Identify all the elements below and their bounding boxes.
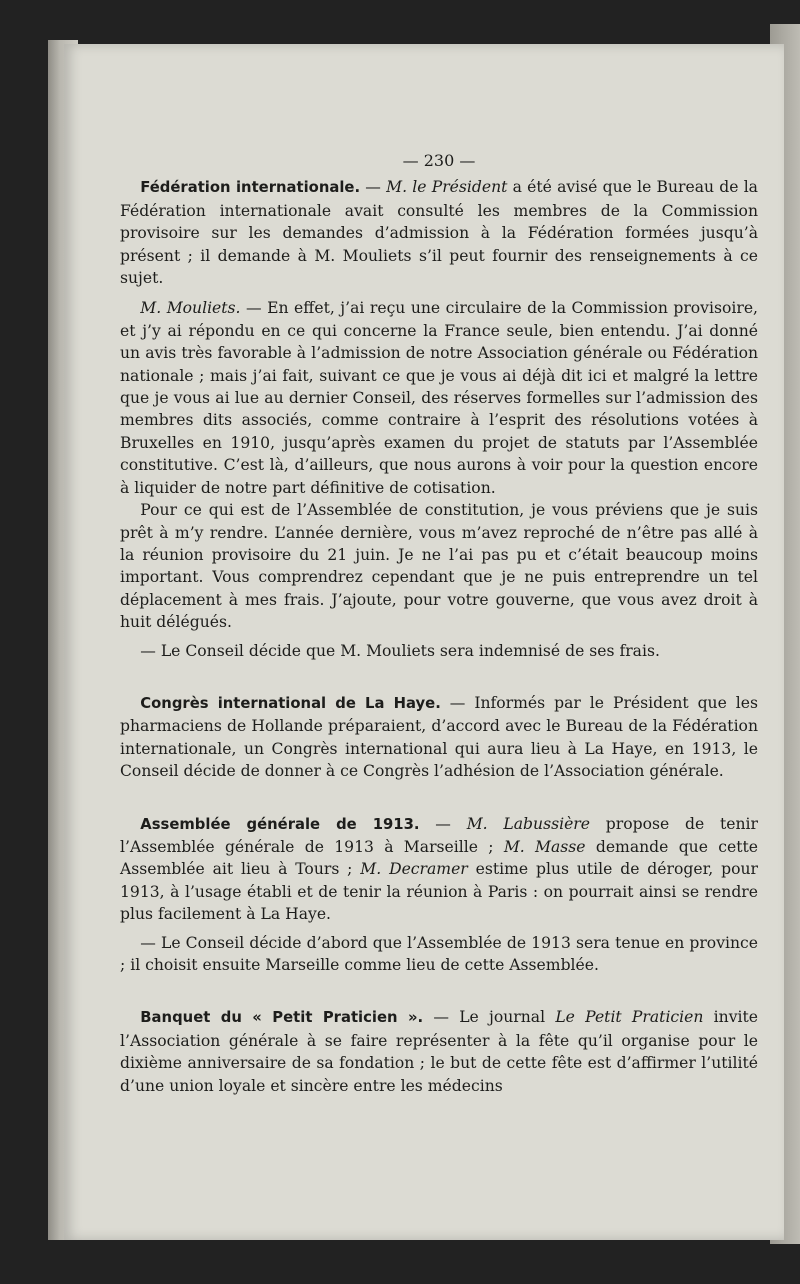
section-heading: Congrès international de La Haye. — [140, 694, 441, 712]
section-banquet — [120, 1006, 758, 1097]
section-assemblee — [120, 813, 758, 977]
speaker-name: M. Mouliets. — [140, 299, 241, 318]
paragraph: Fédération internationale. — M. le Président a été avisé que le Bureau de la Fédération internationale avait consulté les membres de la Commission provisoire sur les demandes d’admission à la Fédération formées jusqu’à présent ; il demande à M. Mouliets s’il peut fournir des renseignements à ce sujet. — [120, 178, 758, 288]
paragraph: — Le Conseil décide que M. Mouliets sera indemnisé de ses frais. — [140, 641, 660, 660]
page-number: — 230 — — [402, 151, 476, 170]
paragraph: Congrès international de La Haye. — Informés par le Président que les pharmaciens de Hollande préparaient, d’accord avec le Bureau de la Fédération internationale, un Congrès international qui aura lieu à La Haye, en 1913, le Conseil décide de donner à ce Congrès l’adhésion de l’Association générale. — [120, 693, 758, 781]
paragraph: M. Mouliets. — En effet, j’ai reçu une circulaire de la Commission provisoire, et j’y ai répondu en ce qui concerne la France seule, bien entendu. J’ai donné un avis très favorable à l’admission de notre Association générale ou Fédération nationale ; mais j’ai fait, suivant ce que je vous ai déjà dit ici et malgré la lettre que je vous ai lue au dernier Conseil, des réserves formelles sur l’admission des membres dits associés, comme contraire à l’esprit des résolutions votées à Bruxelles en 1910, jusqu’après examen du projet de statuts par l’Assemblée constitutive. C’est là, d’ailleurs, que nous aurons à voir pour la question encore à liquider de notre part définitive de cotisation. — [120, 299, 758, 497]
paragraph: Banquet du « Petit Praticien ». — Le journal Le Petit Praticien invite l’Association générale à se faire représenter à la fête qu’il organise pour le dixième anniversaire de sa fondation ; le but de cette fête est d’affirmer l’utilité d’une union loyale et sincère entre les médecins — [120, 1008, 759, 1095]
paragraph: Assemblée générale de 1913. — M. Labussière propose de tenir l’Assemblée générale de 1913 à Marseille ; M. Masse demande que cette Assemblée ait lieu à Tours ; M. Decramer estime plus utile de déroger, pour 1913, à l’usage établi et de tenir la réunion à Paris : on pourrait ainsi se rendre plus facilement à La Haye. — [120, 814, 758, 924]
page-text — [120, 150, 758, 1097]
section-congres — [120, 692, 758, 783]
paragraph: — Le Conseil décide d’abord que l’Assemblée de 1913 sera tenue en province ; il choisit ensuite Marseille comme lieu de cette Assemblée. — [120, 933, 758, 974]
section-heading: Fédération internationale. — [140, 179, 361, 197]
paragraph: Pour ce qui est de l’Assemblée de constitution, je vous préviens que je suis prêt à m’y rendre. L’année dernière, vous m’avez reproché de n’être pas allé à la réunion provisoire du 21 juin. Je ne l’ai pas pu et c’était beaucoup moins important. Vous comprendrez cependant que je ne puis entreprendre un tel déplacement à mes frais. J’ajoute, pour votre gouverne, que vous avez droit à huit délégués. — [120, 501, 758, 632]
section-federation — [120, 176, 758, 662]
section-heading: Assemblée générale de 1913. — [140, 815, 420, 833]
section-heading: Banquet du « Petit Praticien ». — [140, 1009, 424, 1027]
